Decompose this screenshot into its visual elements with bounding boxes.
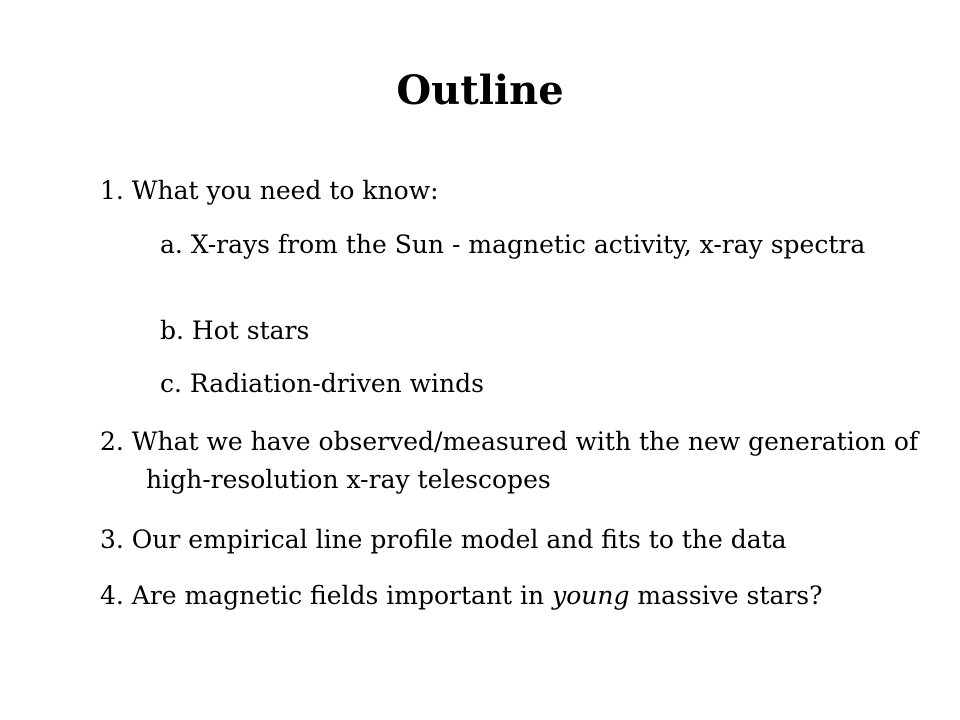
outline-item-3: 3. Our empirical line profile model and fits to the data [100, 525, 787, 554]
outline-subitem-1a: a. X-rays from the Sun - magnetic activity, x-ray spectra [160, 230, 866, 259]
outline-item-4-emphasis: young [552, 581, 630, 610]
outline-item-2: 2. What we have observed/measured with the new generation of high-resolution x-ray telescopes [100, 427, 919, 494]
slide-title: Outline [396, 66, 564, 114]
outline-item-4-prefix: 4. Are magnetic fields important in [100, 581, 553, 610]
outline-subitem-1b: b. Hot stars [160, 316, 310, 345]
outline-item-4 [100, 577, 926, 615]
outline-item-1: 1. What you need to know: [100, 176, 439, 205]
outline-item-4-suffix: massive stars? [629, 581, 823, 610]
outline-subitem-1c: c. Radiation-driven winds [160, 369, 484, 398]
